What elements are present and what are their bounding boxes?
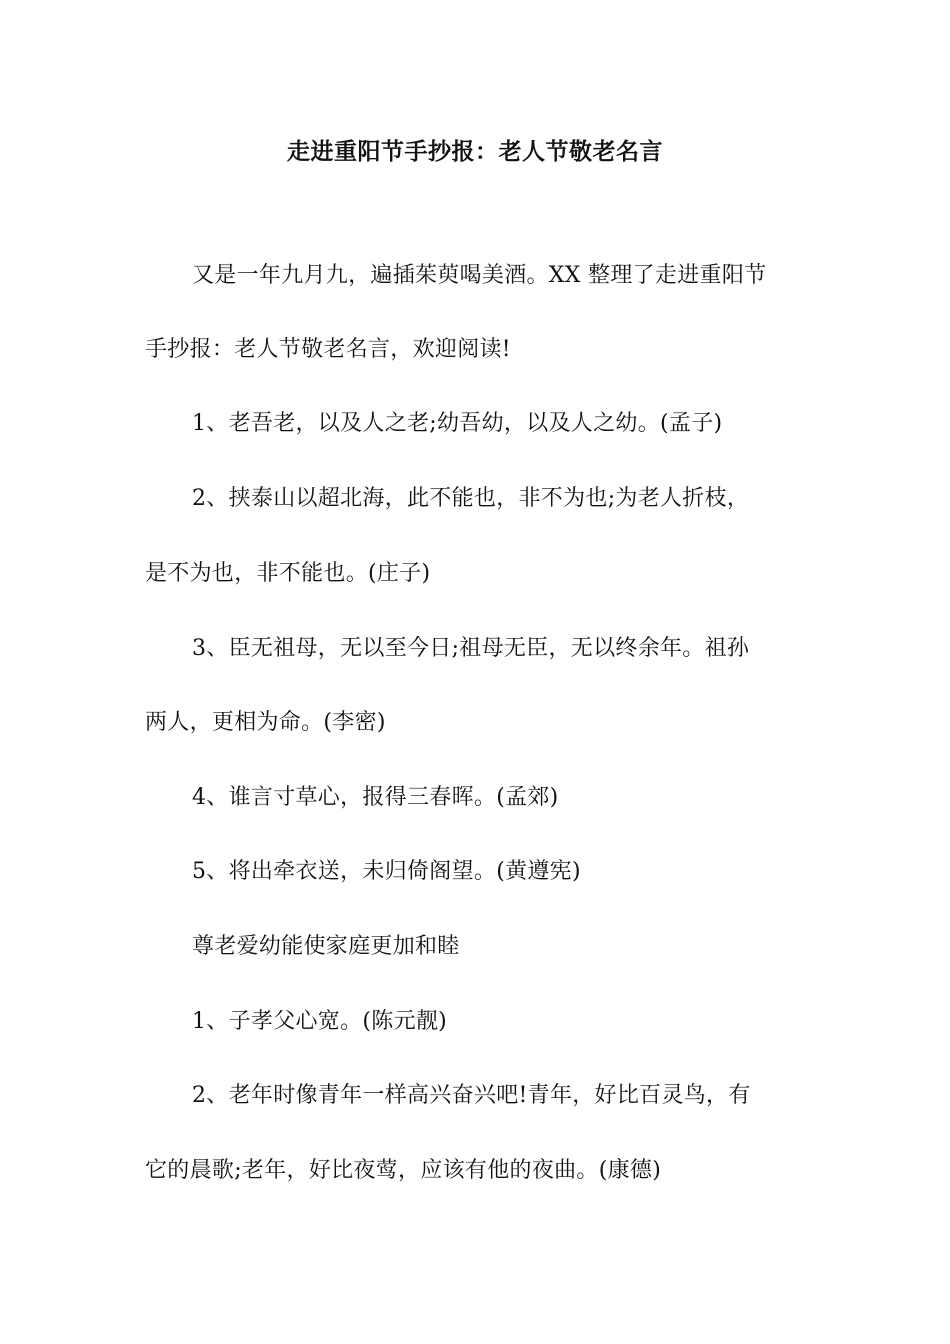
section-quote-2-line-2: 它的晨歌;老年，好比夜莺，应该有他的夜曲。(康德) <box>145 1158 662 1183</box>
quote-5-line-1: 5、将出牵衣送，未归倚阁望。(黄遵宪) <box>192 859 581 884</box>
quote-1-line-1: 1、老吾老，以及人之老;幼吾幼，以及人之幼。(孟子) <box>192 411 723 436</box>
document-title: 走进重阳节手抄报：老人节敬老名言 <box>287 139 663 165</box>
quote-3-line-1: 3、臣无祖母，无以至今日;祖母无臣，无以终余年。祖孙 <box>192 636 750 661</box>
paragraph-intro-line-2: 手抄报：老人节敬老名言，欢迎阅读! <box>145 337 511 362</box>
section-quote-1-line-1: 1、子孝父心宽。(陈元靓) <box>192 1009 448 1034</box>
quote-4-line-1: 4、谁言寸草心，报得三春晖。(孟郊) <box>192 785 559 810</box>
quote-2-line-2: 是不为也，非不能也。(庄子) <box>145 561 431 586</box>
section-heading: 尊老爱幼能使家庭更加和睦 <box>192 934 460 959</box>
section-quote-2-line-1: 2、老年时像青年一样高兴奋兴吧!青年，好比百灵鸟，有 <box>192 1083 751 1108</box>
quote-3-line-2: 两人，更相为命。(李密) <box>145 710 386 735</box>
quote-2-line-1: 2、挟泰山以超北海，此不能也，非不为也;为老人折枝， <box>192 486 750 511</box>
paragraph-intro-line-1: 又是一年九月九，遍插茱萸喝美酒。XX 整理了走进重阳节 <box>192 263 767 288</box>
